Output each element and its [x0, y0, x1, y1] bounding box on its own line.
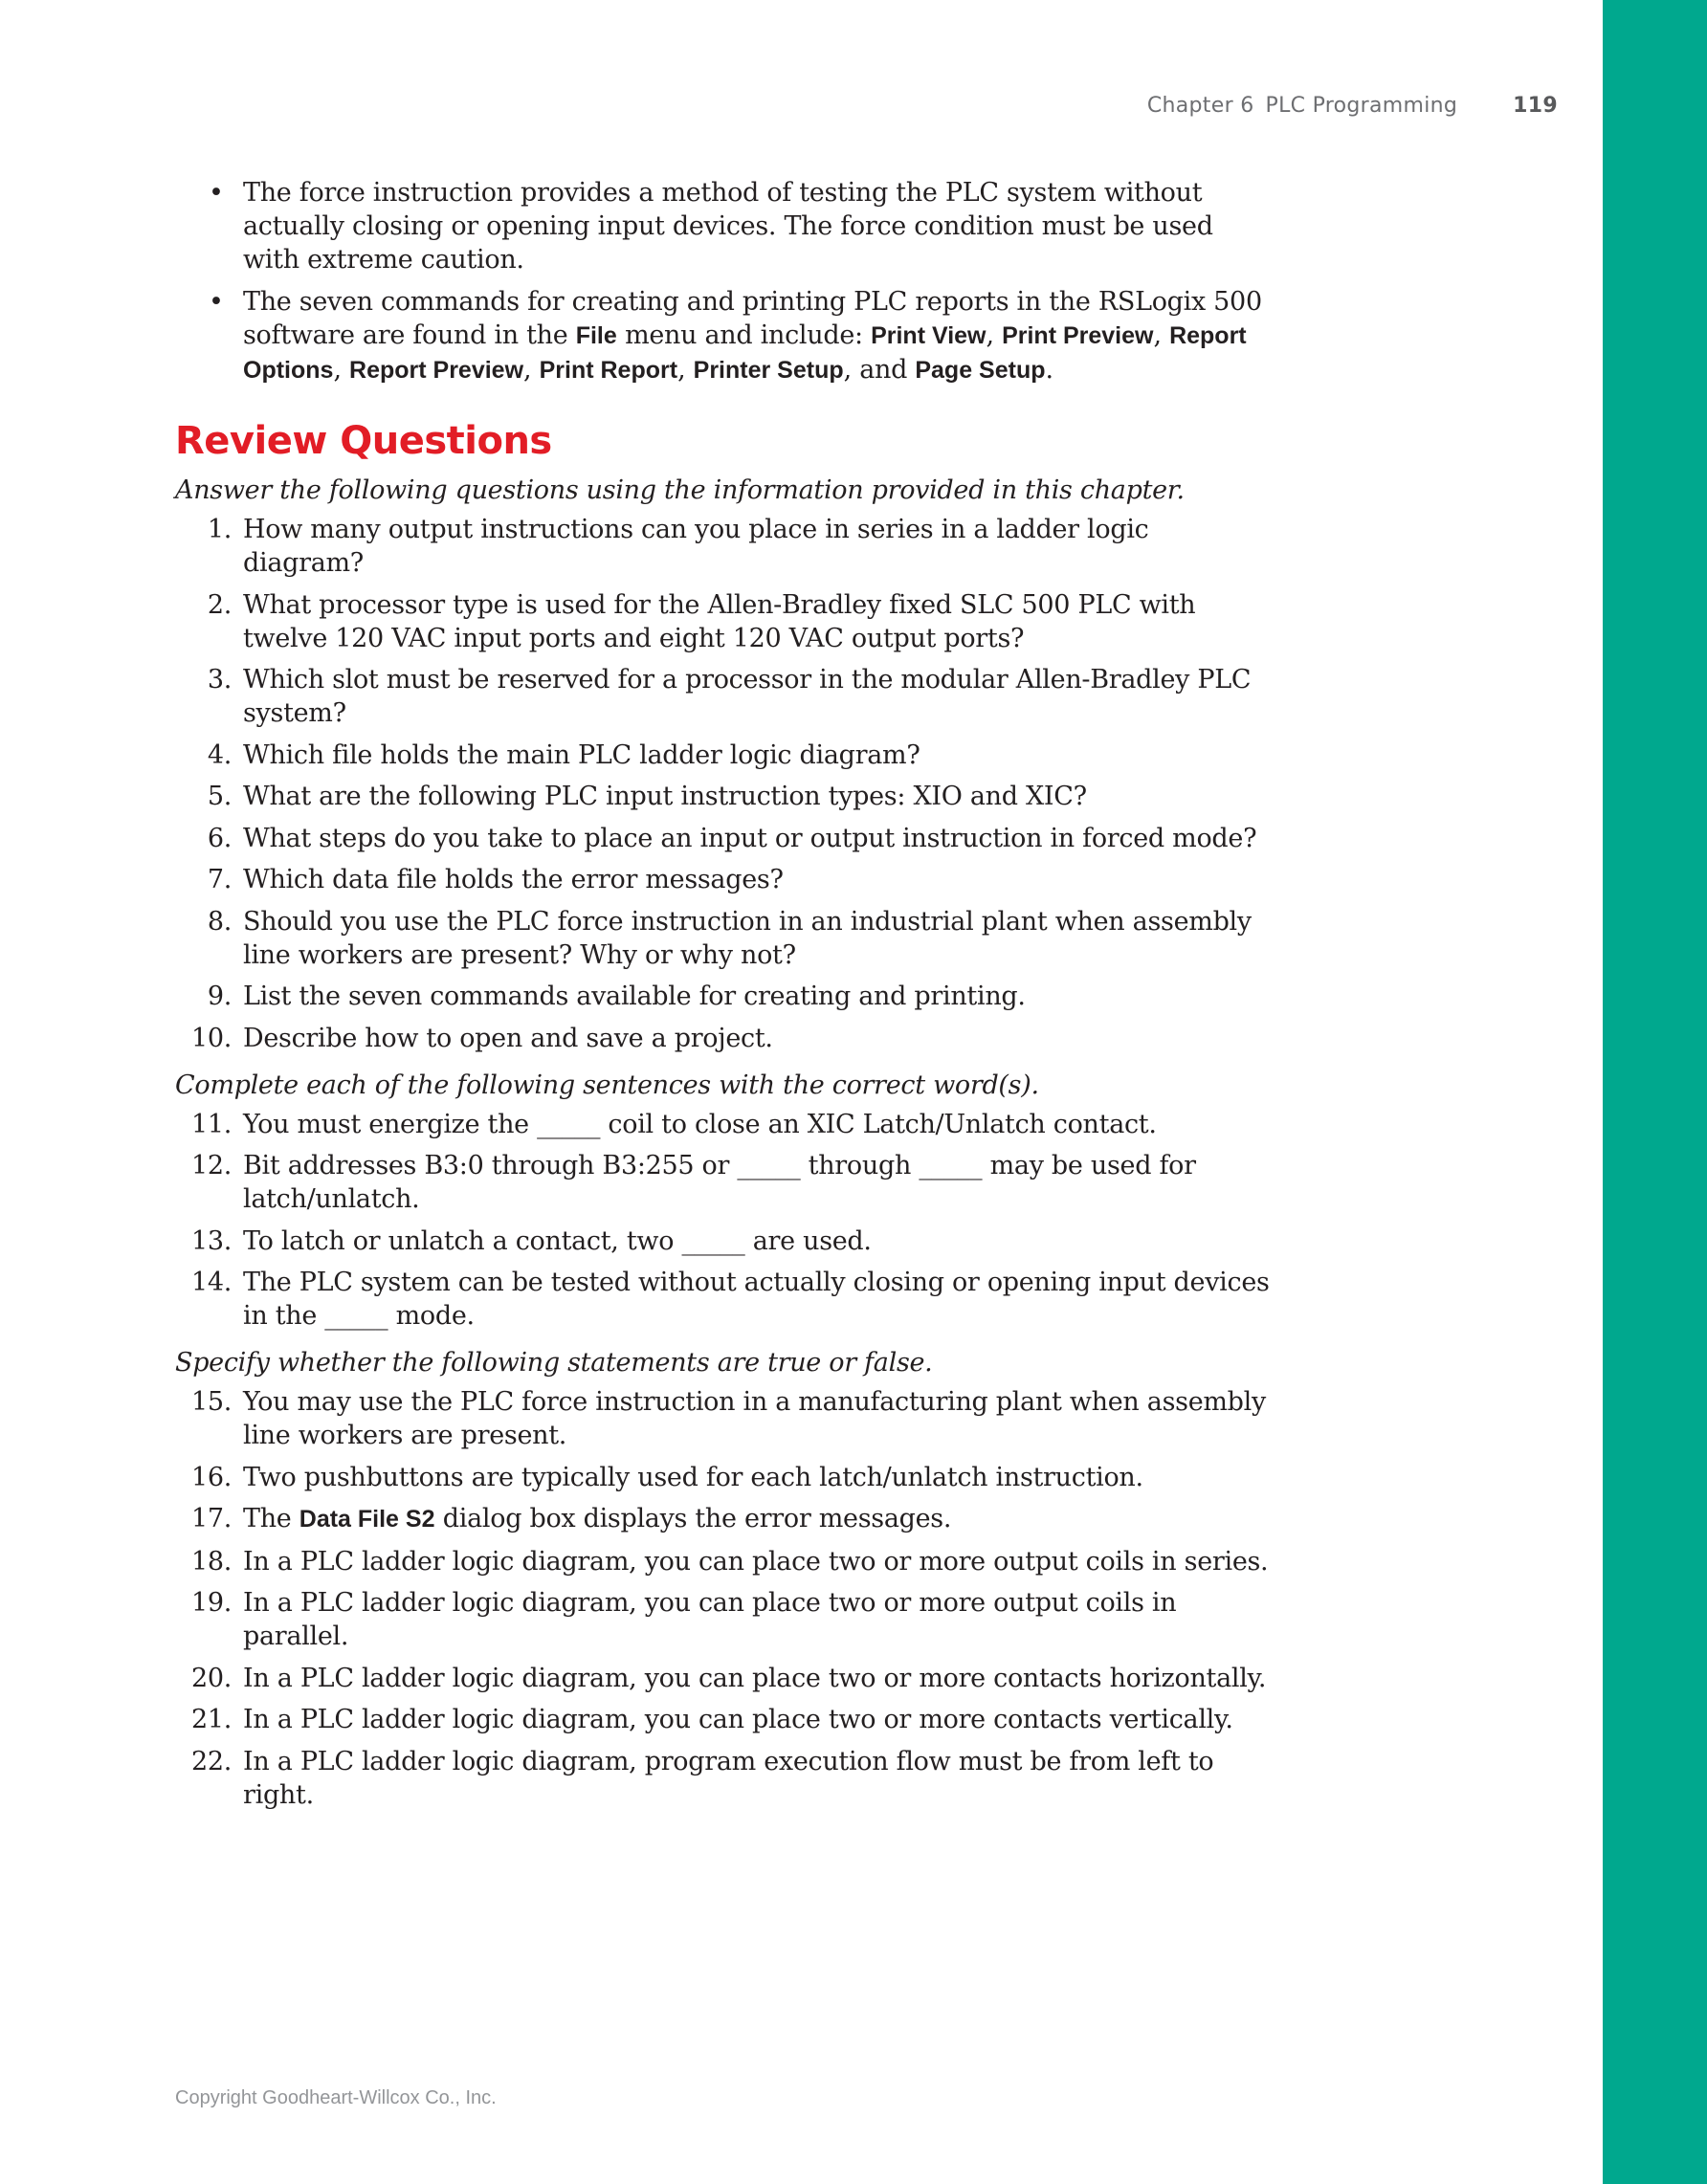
question-text: dialog box displays the error messages.: [434, 1504, 952, 1533]
question-text: The: [243, 1504, 299, 1533]
question-number: 3.: [207, 665, 232, 695]
question-text: In a PLC ladder logic diagram, you can place two or more output coils in series.: [243, 1546, 1269, 1577]
side-color-band: [1603, 0, 1707, 2184]
question-text: In a PLC ladder logic diagram, program execution flow must be from left to right.: [243, 1746, 1214, 1810]
question-text: Which slot must be reserved for a processor in the modular Allen-Bradley PLC system?: [243, 665, 1252, 728]
question-text: List the seven commands available for creating and printing.: [243, 982, 1026, 1011]
question-item: [175, 1502, 1275, 1536]
copyright-footer: Copyright Goodheart-Willcox Co., Inc.: [175, 2087, 497, 2108]
separator: ,: [677, 355, 694, 385]
question-number: 21.: [190, 1705, 232, 1734]
question-text: Which file holds the main PLC ladder logic diagram?: [243, 739, 920, 770]
bullet-text: menu and include:: [616, 320, 872, 350]
question-number: 8.: [207, 906, 232, 937]
question-number: 11.: [190, 1109, 232, 1139]
page-number: 119: [1513, 94, 1558, 118]
command-print-preview: Print Preview: [1002, 322, 1154, 349]
question-number: 7.: [207, 865, 232, 894]
separator: ,: [523, 355, 540, 385]
question-number: 13.: [190, 1225, 232, 1256]
chapter-title: PLC Programming: [1265, 94, 1458, 118]
command-report-preview: Report Preview: [349, 357, 524, 384]
command-report-options: Report Options: [243, 322, 1247, 384]
question-text: What steps do you take to place an input or output instruction in forced mode?: [243, 823, 1257, 853]
question-text: You must energize the _____ coil to close an XIC Latch/Unlatch contact.: [243, 1109, 1157, 1139]
sentence-end: .: [1045, 355, 1053, 385]
question-number: 19.: [190, 1588, 232, 1618]
summary-bullet: [175, 176, 1275, 276]
question-text: In a PLC ladder logic diagram, you can place two or more output coils in parallel.: [243, 1588, 1177, 1651]
question-number: 15.: [190, 1387, 232, 1417]
instruction-open-questions: Answer the following questions using the information provided in this chapter.: [175, 475, 1185, 505]
question-item: [175, 1745, 1275, 1812]
question-item: [175, 1385, 1275, 1452]
chapter-number: Chapter 6: [1146, 94, 1254, 118]
question-item: [175, 780, 1275, 813]
question-text: Bit addresses B3:0 through B3:255 or _____ through _____ may be used for latch/unlatch.: [243, 1151, 1196, 1214]
section-title: Review Questions: [175, 419, 552, 463]
bullet-text: The force instruction provides a method of testing the PLC system without actually closing or opening input devices. The force condition must be used with extreme caution.: [243, 178, 1213, 275]
question-number: 22.: [190, 1746, 232, 1776]
question-text: In a PLC ladder logic diagram, you can place two or more contacts vertically.: [243, 1705, 1233, 1734]
question-number: 9.: [207, 982, 232, 1011]
question-text: What are the following PLC input instruction types: XIO and XIC?: [243, 782, 1087, 811]
question-text: Which data file holds the error messages?: [243, 865, 784, 894]
question-text: How many output instructions can you place in series in a ladder logic diagram?: [243, 515, 1149, 578]
separator: ,: [986, 320, 1003, 350]
question-item: [175, 663, 1275, 730]
question-number: 14.: [190, 1268, 232, 1297]
command-printer-setup: Printer Setup: [693, 357, 844, 384]
question-item: [175, 1586, 1275, 1653]
question-number: 1.: [207, 515, 232, 544]
question-number: 5.: [207, 782, 232, 811]
instruction-fill-in: Complete each of the following sentences with the correct word(s).: [175, 1070, 1039, 1100]
question-text: To latch or unlatch a contact, two _____ are used.: [243, 1225, 872, 1256]
summary-bullet: [175, 285, 1275, 387]
question-item: [175, 1662, 1275, 1695]
question-number: 17.: [190, 1504, 232, 1533]
command-page-setup: Page Setup: [915, 357, 1046, 384]
bullet-text: The seven commands for creating and printing PLC reports in the RSLogix 500 software are found in the: [243, 287, 1262, 350]
question-number: 16.: [190, 1462, 232, 1492]
question-number: 10.: [190, 1023, 232, 1053]
question-item: [175, 739, 1275, 772]
question-number: 6.: [207, 823, 232, 853]
question-number: 12.: [190, 1151, 232, 1180]
dialog-name-data-file-s2: Data File S2: [299, 1506, 435, 1533]
command-print-view: Print View: [871, 322, 987, 349]
question-item: [175, 588, 1275, 655]
question-number: 18.: [190, 1546, 232, 1577]
question-number: 20.: [190, 1663, 232, 1693]
separator: ,: [1153, 320, 1170, 350]
command-print-report: Print Report: [539, 357, 678, 384]
question-item: [175, 1149, 1275, 1216]
question-list-2: [175, 1108, 1275, 1334]
question-text: Describe how to open and save a project.: [243, 1023, 773, 1053]
question-text: You may use the PLC force instruction in a manufacturing plant when assembly line workers are present.: [243, 1387, 1266, 1450]
page-body: [175, 176, 1275, 1820]
question-text: The PLC system can be tested without actually closing or opening input devices in the _____ mode.: [243, 1268, 1270, 1331]
question-item: [175, 513, 1275, 580]
question-item: [175, 1108, 1275, 1141]
question-text: Should you use the PLC force instruction in an industrial plant when assembly line workers are present? Why or why not?: [243, 906, 1252, 970]
question-item: [175, 1022, 1275, 1055]
question-item: [175, 1461, 1275, 1494]
question-item: [175, 863, 1275, 896]
question-item: [175, 980, 1275, 1013]
question-item: [175, 1224, 1275, 1258]
question-item: [175, 822, 1275, 855]
question-item: [175, 1266, 1275, 1333]
question-item: [175, 905, 1275, 972]
question-number: 2.: [207, 589, 232, 620]
question-item: [175, 1703, 1275, 1736]
summary-bullet-list: [175, 176, 1275, 387]
running-header: [1053, 94, 1558, 118]
question-number: 4.: [207, 739, 232, 770]
instruction-true-false: Specify whether the following statements are true or false.: [175, 1348, 933, 1378]
question-list-1: [175, 513, 1275, 1055]
separator: ,: [333, 355, 350, 385]
question-text: Two pushbuttons are typically used for each latch/unlatch instruction.: [243, 1462, 1143, 1492]
question-list-3: [175, 1385, 1275, 1812]
separator: , and: [843, 355, 916, 385]
question-text: In a PLC ladder logic diagram, you can place two or more contacts horizontally.: [243, 1663, 1267, 1693]
question-text: What processor type is used for the Allen-Bradley fixed SLC 500 PLC with twelve 120 VAC input ports and eight 120 VAC output ports?: [243, 589, 1196, 653]
question-item: [175, 1545, 1275, 1578]
menu-name-file: File: [575, 322, 617, 349]
